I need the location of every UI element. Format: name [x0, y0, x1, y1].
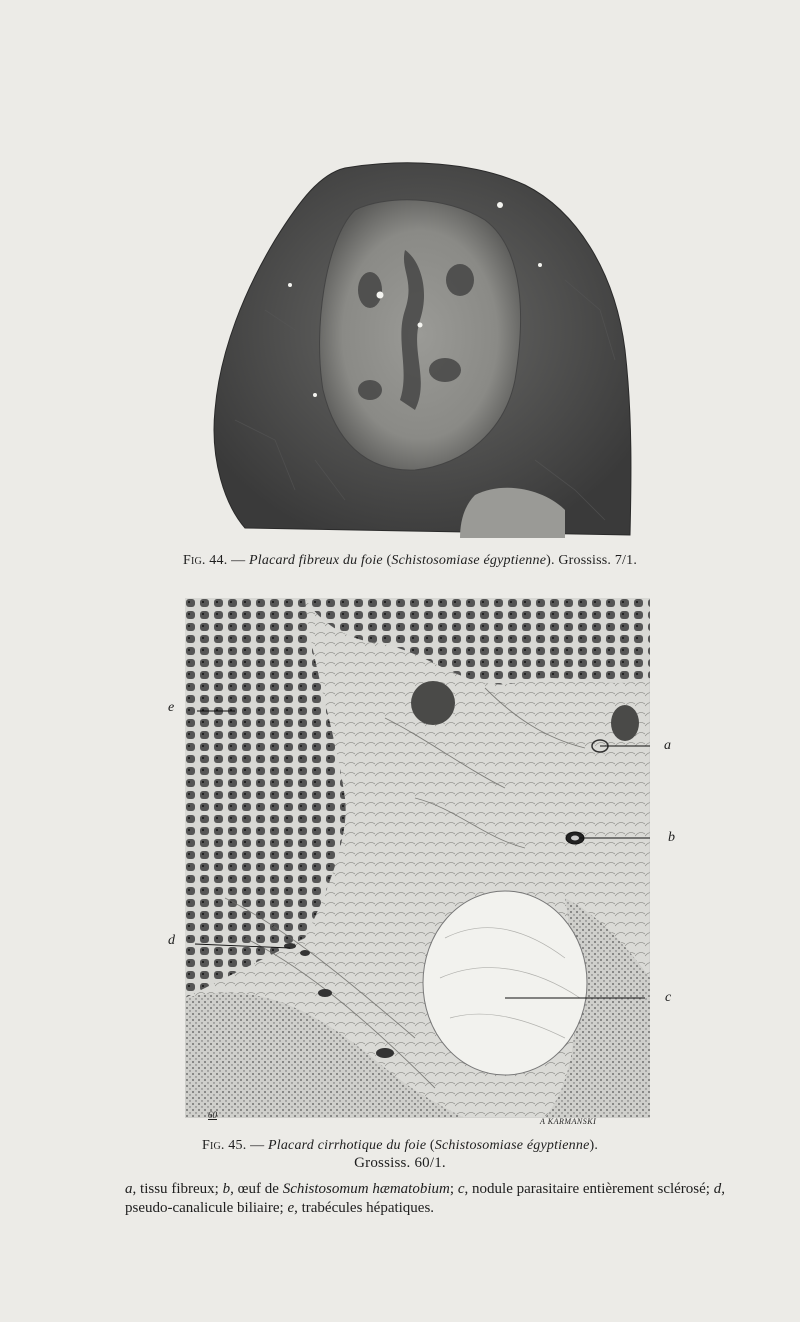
- figure-44-subject: Schistosomiase égyptienne: [391, 553, 547, 568]
- legend-c-letter: c: [457, 1181, 465, 1197]
- legend-b-end: ;: [449, 1181, 458, 1197]
- label-d: d: [168, 933, 175, 948]
- legend-b-text: , œuf de: [230, 1181, 283, 1197]
- figure-45-dash: —: [246, 1138, 269, 1153]
- legend-e-text: , trabécules hépatiques.: [294, 1200, 435, 1216]
- figure-45-subject: Schistosomiase égyptienne: [434, 1138, 590, 1153]
- legend-d-text: , pseudo-canalicule biliaire;: [125, 1181, 726, 1216]
- figure-45-magnification: Grossiss. 60/1.: [354, 1155, 446, 1171]
- figure-45-caption: [0, 1138, 800, 1154]
- legend-e-letter: e: [287, 1200, 295, 1216]
- figure-45-paren-close: ).: [589, 1138, 599, 1153]
- label-e: e: [168, 700, 175, 715]
- figure-45-title: Placard cirrhotique du foie: [268, 1138, 427, 1153]
- figure-45-histology-engraving: [185, 598, 650, 1118]
- legend-b-species: Schistosomum hæmatobium: [282, 1181, 450, 1197]
- legend-a-letter: a: [125, 1181, 133, 1197]
- figure-45-label: Fig. 45.: [201, 1138, 247, 1153]
- figure-44-paren-open: (: [382, 553, 392, 568]
- label-b: b: [668, 830, 675, 845]
- figure-45-paren-open: (: [426, 1138, 435, 1153]
- figure-44-paren-close: ).: [546, 553, 555, 568]
- legend-a-text: , tissu fibreux;: [132, 1181, 223, 1197]
- legend-c-text: , nodule parasitaire entièrement sclérosé;: [464, 1181, 714, 1197]
- figure-44-magnification: Grossiss. 7/1.: [554, 553, 638, 568]
- figure-45-legend: [125, 1180, 725, 1218]
- scale-mark: 60: [208, 1110, 217, 1120]
- artist-signature: A KARMANSKI: [540, 1117, 597, 1126]
- legend-b-letter: b: [222, 1181, 231, 1197]
- figure-44-caption: [0, 553, 800, 569]
- legend-d-letter: d: [713, 1181, 722, 1197]
- figure-44-dash: —: [227, 553, 250, 568]
- label-a: a: [664, 738, 671, 753]
- figure-44-label: Fig. 44.: [182, 553, 228, 568]
- label-c: c: [665, 990, 672, 1005]
- figure-44-liver-photo: [205, 160, 635, 540]
- figure-44-title: Placard fibreux du foie: [249, 553, 383, 568]
